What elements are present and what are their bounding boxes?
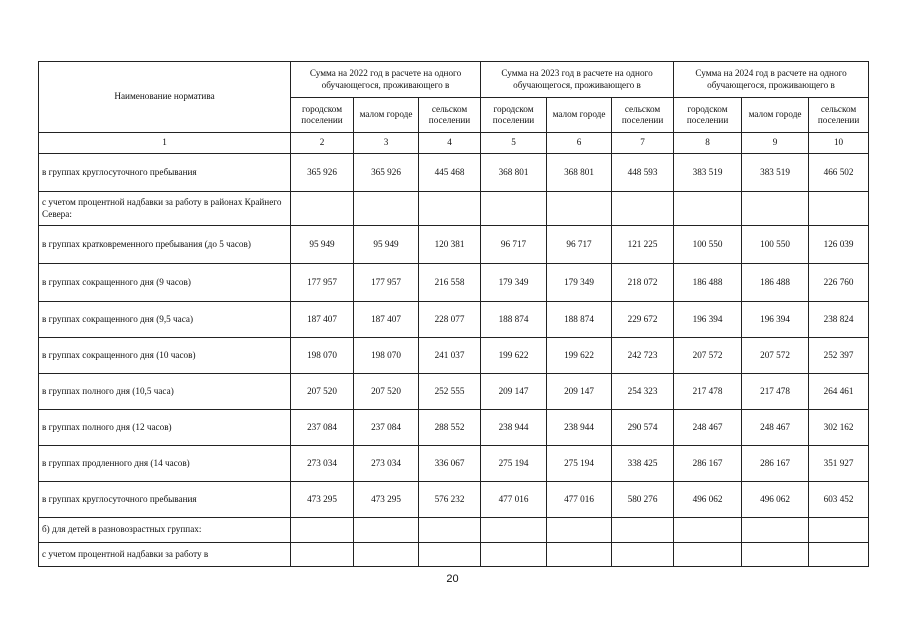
row-value: 177 957 (354, 264, 419, 302)
row-value: 383 519 (674, 154, 742, 192)
row-value (291, 543, 354, 567)
row-value (809, 543, 869, 567)
row-value: 186 488 (742, 264, 809, 302)
row-value: 199 622 (481, 338, 547, 374)
row-value: 275 194 (481, 446, 547, 482)
row-value: 473 295 (354, 482, 419, 518)
row-value (612, 192, 674, 226)
column-number: 1 (39, 133, 291, 154)
row-value: 302 162 (809, 410, 869, 446)
row-value: 445 468 (419, 154, 481, 192)
row-value: 273 034 (354, 446, 419, 482)
row-value: 448 593 (612, 154, 674, 192)
row-value: 290 574 (612, 410, 674, 446)
row-value: 100 550 (674, 226, 742, 264)
row-value: 286 167 (674, 446, 742, 482)
row-value: 207 520 (291, 374, 354, 410)
row-value: 477 016 (481, 482, 547, 518)
row-label: в группах полного дня (10,5 часа) (39, 374, 291, 410)
row-label: в группах сокращенного дня (10 часов) (39, 338, 291, 374)
row-value: 237 084 (354, 410, 419, 446)
row-value: 368 801 (547, 154, 612, 192)
row-label: в группах полного дня (12 часов) (39, 410, 291, 446)
subheader-urban: городском поселении (674, 98, 742, 133)
row-value: 365 926 (291, 154, 354, 192)
norms-table (38, 61, 869, 567)
table-row (39, 374, 869, 410)
row-value: 383 519 (742, 154, 809, 192)
row-value: 186 488 (674, 264, 742, 302)
row-value: 496 062 (674, 482, 742, 518)
row-value: 198 070 (354, 338, 419, 374)
row-value: 207 520 (354, 374, 419, 410)
table-row (39, 338, 869, 374)
row-value: 95 949 (354, 226, 419, 264)
row-value: 338 425 (612, 446, 674, 482)
row-value (742, 518, 809, 543)
row-value: 207 572 (742, 338, 809, 374)
row-label: в группах круглосуточного пребывания (39, 482, 291, 518)
row-value: 496 062 (742, 482, 809, 518)
row-value: 187 407 (354, 302, 419, 338)
row-label: в группах продленного дня (14 часов) (39, 446, 291, 482)
row-value: 187 407 (291, 302, 354, 338)
row-value: 238 824 (809, 302, 869, 338)
row-value: 288 552 (419, 410, 481, 446)
subheader-rural: сельском поселении (809, 98, 869, 133)
row-label: б) для детей в разновозрастных группах: (39, 518, 291, 543)
row-value: 477 016 (547, 482, 612, 518)
row-value (809, 518, 869, 543)
table-row (39, 446, 869, 482)
row-value: 188 874 (481, 302, 547, 338)
row-value: 226 760 (809, 264, 869, 302)
row-value (481, 518, 547, 543)
row-value: 179 349 (547, 264, 612, 302)
row-value (612, 518, 674, 543)
row-value (419, 518, 481, 543)
row-value: 603 452 (809, 482, 869, 518)
row-value: 576 232 (419, 482, 481, 518)
row-value: 254 323 (612, 374, 674, 410)
row-value: 96 717 (547, 226, 612, 264)
row-value (481, 543, 547, 567)
group-header-2022: Сумма на 2022 год в расчете на одного обучающегося, проживающего в (291, 62, 481, 98)
row-value: 238 944 (481, 410, 547, 446)
row-value: 96 717 (481, 226, 547, 264)
subheader-rural: сельском поселении (612, 98, 674, 133)
row-value (481, 192, 547, 226)
row-value: 179 349 (481, 264, 547, 302)
row-value: 217 478 (742, 374, 809, 410)
page-number: 20 (446, 573, 459, 585)
row-value: 126 039 (809, 226, 869, 264)
row-value: 188 874 (547, 302, 612, 338)
group-header-2024: Сумма на 2024 год в расчете на одного обучающегося, проживающего в (674, 62, 869, 98)
row-value: 264 461 (809, 374, 869, 410)
table-row (39, 302, 869, 338)
row-value: 229 672 (612, 302, 674, 338)
row-value: 196 394 (674, 302, 742, 338)
row-value: 196 394 (742, 302, 809, 338)
row-value: 242 723 (612, 338, 674, 374)
row-value: 351 927 (809, 446, 869, 482)
row-value: 199 622 (547, 338, 612, 374)
subheader-urban: городском поселении (481, 98, 547, 133)
column-number: 4 (419, 133, 481, 154)
row-label: с учетом процентной надбавки за работу в (39, 543, 291, 567)
row-value: 177 957 (291, 264, 354, 302)
subheader-rural: сельском поселении (419, 98, 481, 133)
table-row (39, 154, 869, 192)
row-value: 217 478 (674, 374, 742, 410)
row-value: 216 558 (419, 264, 481, 302)
row-label: в группах кратковременного пребывания (до 5 часов) (39, 226, 291, 264)
row-value: 198 070 (291, 338, 354, 374)
row-value: 365 926 (354, 154, 419, 192)
row-value (674, 192, 742, 226)
row-value (291, 518, 354, 543)
row-value: 580 276 (612, 482, 674, 518)
row-value (674, 543, 742, 567)
row-value (674, 518, 742, 543)
table-row (39, 482, 869, 518)
column-number: 9 (742, 133, 809, 154)
table-row (39, 264, 869, 302)
subheader-small-town: малом городе (742, 98, 809, 133)
row-value: 241 037 (419, 338, 481, 374)
table-row (39, 192, 869, 226)
row-value: 100 550 (742, 226, 809, 264)
column-number-row (39, 133, 869, 154)
row-value (547, 192, 612, 226)
row-value: 209 147 (481, 374, 547, 410)
row-value: 466 502 (809, 154, 869, 192)
table-row (39, 226, 869, 264)
row-value: 218 072 (612, 264, 674, 302)
row-value: 228 077 (419, 302, 481, 338)
row-value: 209 147 (547, 374, 612, 410)
row-value: 252 397 (809, 338, 869, 374)
column-number: 7 (612, 133, 674, 154)
row-label: в группах сокращенного дня (9 часов) (39, 264, 291, 302)
row-label: в группах сокращенного дня (9,5 часа) (39, 302, 291, 338)
row-value: 95 949 (291, 226, 354, 264)
row-value (419, 192, 481, 226)
table-body (39, 154, 869, 567)
row-value (742, 192, 809, 226)
row-value: 286 167 (742, 446, 809, 482)
row-value: 273 034 (291, 446, 354, 482)
column-number: 3 (354, 133, 419, 154)
row-value: 121 225 (612, 226, 674, 264)
row-value: 248 467 (674, 410, 742, 446)
column-number: 2 (291, 133, 354, 154)
row-value (547, 518, 612, 543)
column-number: 10 (809, 133, 869, 154)
row-value: 252 555 (419, 374, 481, 410)
table-row (39, 518, 869, 543)
column-number: 5 (481, 133, 547, 154)
row-value: 120 381 (419, 226, 481, 264)
row-value (419, 543, 481, 567)
column-number: 8 (674, 133, 742, 154)
row-value: 207 572 (674, 338, 742, 374)
subheader-small-town: малом городе (547, 98, 612, 133)
row-value (291, 192, 354, 226)
row-value (354, 543, 419, 567)
table-row (39, 543, 869, 567)
table-row (39, 410, 869, 446)
row-label: в группах круглосуточного пребывания (39, 154, 291, 192)
column-number: 6 (547, 133, 612, 154)
row-value (742, 543, 809, 567)
name-column-header: Наименование норматива (39, 62, 291, 133)
row-value: 237 084 (291, 410, 354, 446)
row-value: 336 067 (419, 446, 481, 482)
row-value: 275 194 (547, 446, 612, 482)
row-value (354, 192, 419, 226)
row-value (612, 543, 674, 567)
row-value (354, 518, 419, 543)
group-header-2023: Сумма на 2023 год в расчете на одного обучающегося, проживающего в (481, 62, 674, 98)
row-value (809, 192, 869, 226)
subheader-urban: городском поселении (291, 98, 354, 133)
row-value: 368 801 (481, 154, 547, 192)
row-value (547, 543, 612, 567)
subheader-small-town: малом городе (354, 98, 419, 133)
row-value: 238 944 (547, 410, 612, 446)
row-value: 248 467 (742, 410, 809, 446)
row-label: с учетом процентной надбавки за работу в районах Крайнего Севера: (39, 192, 291, 226)
row-value: 473 295 (291, 482, 354, 518)
